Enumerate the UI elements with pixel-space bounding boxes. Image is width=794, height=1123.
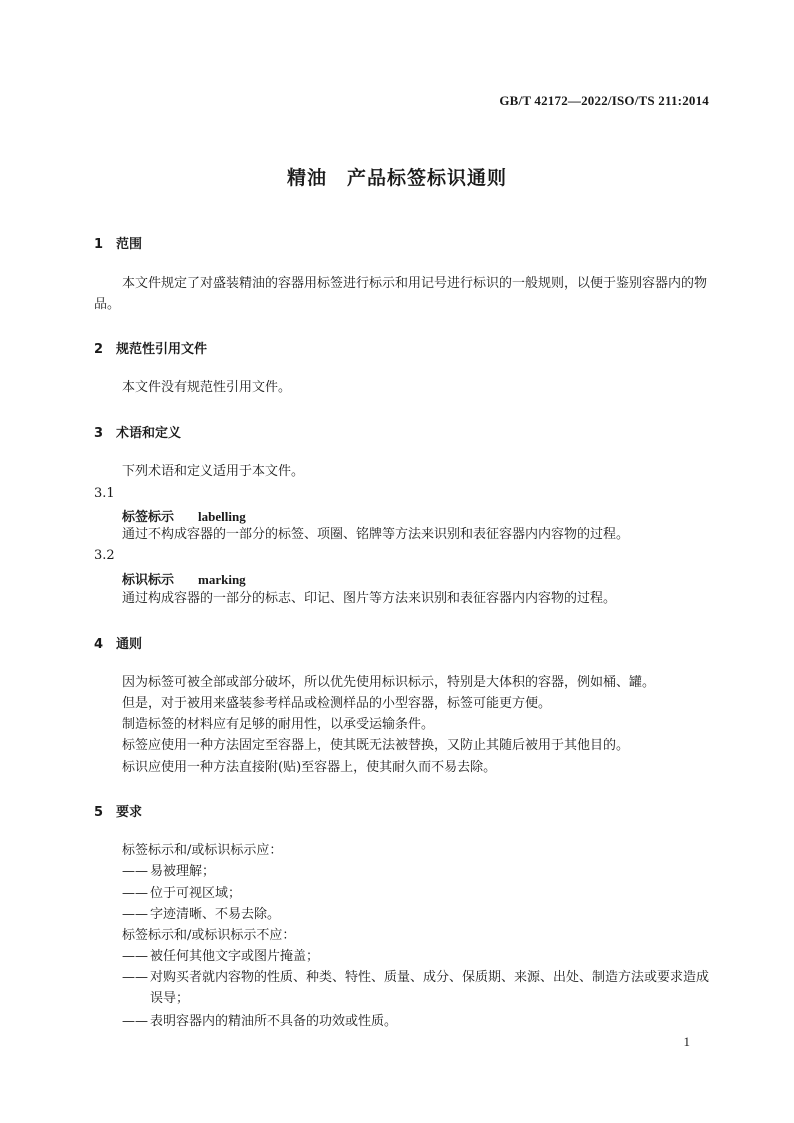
term-definition: 通过构成容器的一部分的标志、印记、图片等方法来识别和表征容器内内容物的过程。 xyxy=(122,591,617,606)
section-4-line: 因为标签可被全部或部分破坏，所以优先使用标识标示，特别是大体积的容器，例如桶、罐。 xyxy=(122,675,656,690)
section-number: 5 xyxy=(94,805,104,820)
term-number: 3.2 xyxy=(94,548,115,563)
term-heading xyxy=(122,569,246,588)
section-4-heading xyxy=(94,633,142,652)
section-title: 术语和定义 xyxy=(116,426,182,441)
section-number: 1 xyxy=(94,237,104,252)
list-item-text: 易被理解； xyxy=(150,864,216,879)
dash-mark: —— xyxy=(122,886,148,901)
section-2-text: 本文件没有规范性引用文件。 xyxy=(122,380,292,395)
term-heading xyxy=(122,506,246,525)
list-item xyxy=(122,883,712,904)
page-number: 1 xyxy=(683,1034,690,1049)
section-title: 范围 xyxy=(116,237,143,252)
should-intro: 标签标示和/或标识标示应： xyxy=(122,843,283,858)
list-item-text: 被任何其他文字或图片掩盖； xyxy=(150,949,320,964)
section-4-line: 标签应使用一种方法固定至容器上，使其既无法被替换，又防止其随后被用于其他目的。 xyxy=(122,738,630,753)
list-item xyxy=(122,861,712,882)
list-item-text: 字迹清晰、不易去除。 xyxy=(150,907,281,922)
list-item-text: 位于可视区域； xyxy=(150,886,242,901)
section-title: 要求 xyxy=(116,805,143,820)
section-1-text: 本文件规定了对盛装精油的容器用标签进行标示和用记号进行标识的一般规则，以便于鉴别容器内的物品。 xyxy=(94,276,708,312)
term-zh: 标签标示 xyxy=(122,510,175,525)
section-5-heading xyxy=(94,801,142,820)
section-4-line: 但是，对于被用来盛装参考样品或检测样品的小型容器，标签可能更方便。 xyxy=(122,696,552,711)
dash-mark: —— xyxy=(122,907,148,922)
list-item xyxy=(122,967,712,1009)
section-title: 通则 xyxy=(116,637,143,652)
term-definition: 通过不构成容器的一部分的标签、项圈、铭牌等方法来识别和表征容器内内容物的过程。 xyxy=(122,527,630,542)
section-number: 4 xyxy=(94,637,104,652)
term-zh: 标识标示 xyxy=(122,573,175,588)
shouldnot-intro: 标签标示和/或标识标示不应： xyxy=(122,928,296,943)
section-number: 3 xyxy=(94,426,104,441)
term-en: labelling xyxy=(198,509,246,524)
dash-mark: —— xyxy=(122,970,148,985)
section-title: 规范性引用文件 xyxy=(116,342,208,357)
list-item-continuation: 误导； xyxy=(150,991,190,1006)
document-title: 精油 产品标签标识通则 xyxy=(286,167,507,189)
list-item xyxy=(122,946,712,967)
section-1-heading xyxy=(94,233,142,252)
section-4-line: 标识应使用一种方法直接附(贴)至容器上，使其耐久而不易去除。 xyxy=(122,760,497,775)
dash-mark: —— xyxy=(122,949,148,964)
dash-mark: —— xyxy=(122,864,148,879)
section-number: 2 xyxy=(94,342,104,357)
section-4-line: 制造标签的材料应有足够的耐用性，以承受运输条件。 xyxy=(122,717,435,732)
list-item xyxy=(122,1011,712,1032)
dash-mark: —— xyxy=(122,1014,148,1029)
section-3-intro: 下列术语和定义适用于本文件。 xyxy=(122,464,305,479)
section-2-heading xyxy=(94,338,207,357)
list-item xyxy=(122,904,712,925)
term-en: marking xyxy=(198,572,246,587)
standard-code: GB/T 42172—2022/ISO/TS 211:2014 xyxy=(499,93,709,108)
term-number: 3.1 xyxy=(94,486,115,501)
section-3-heading xyxy=(94,422,181,441)
list-item-text: 表明容器内的精油所不具备的功效或性质。 xyxy=(150,1014,398,1029)
list-item-text: 对购买者就内容物的性质、种类、特性、质量、成分、保质期、来源、出处、制造方法或要求造成 xyxy=(150,970,710,985)
